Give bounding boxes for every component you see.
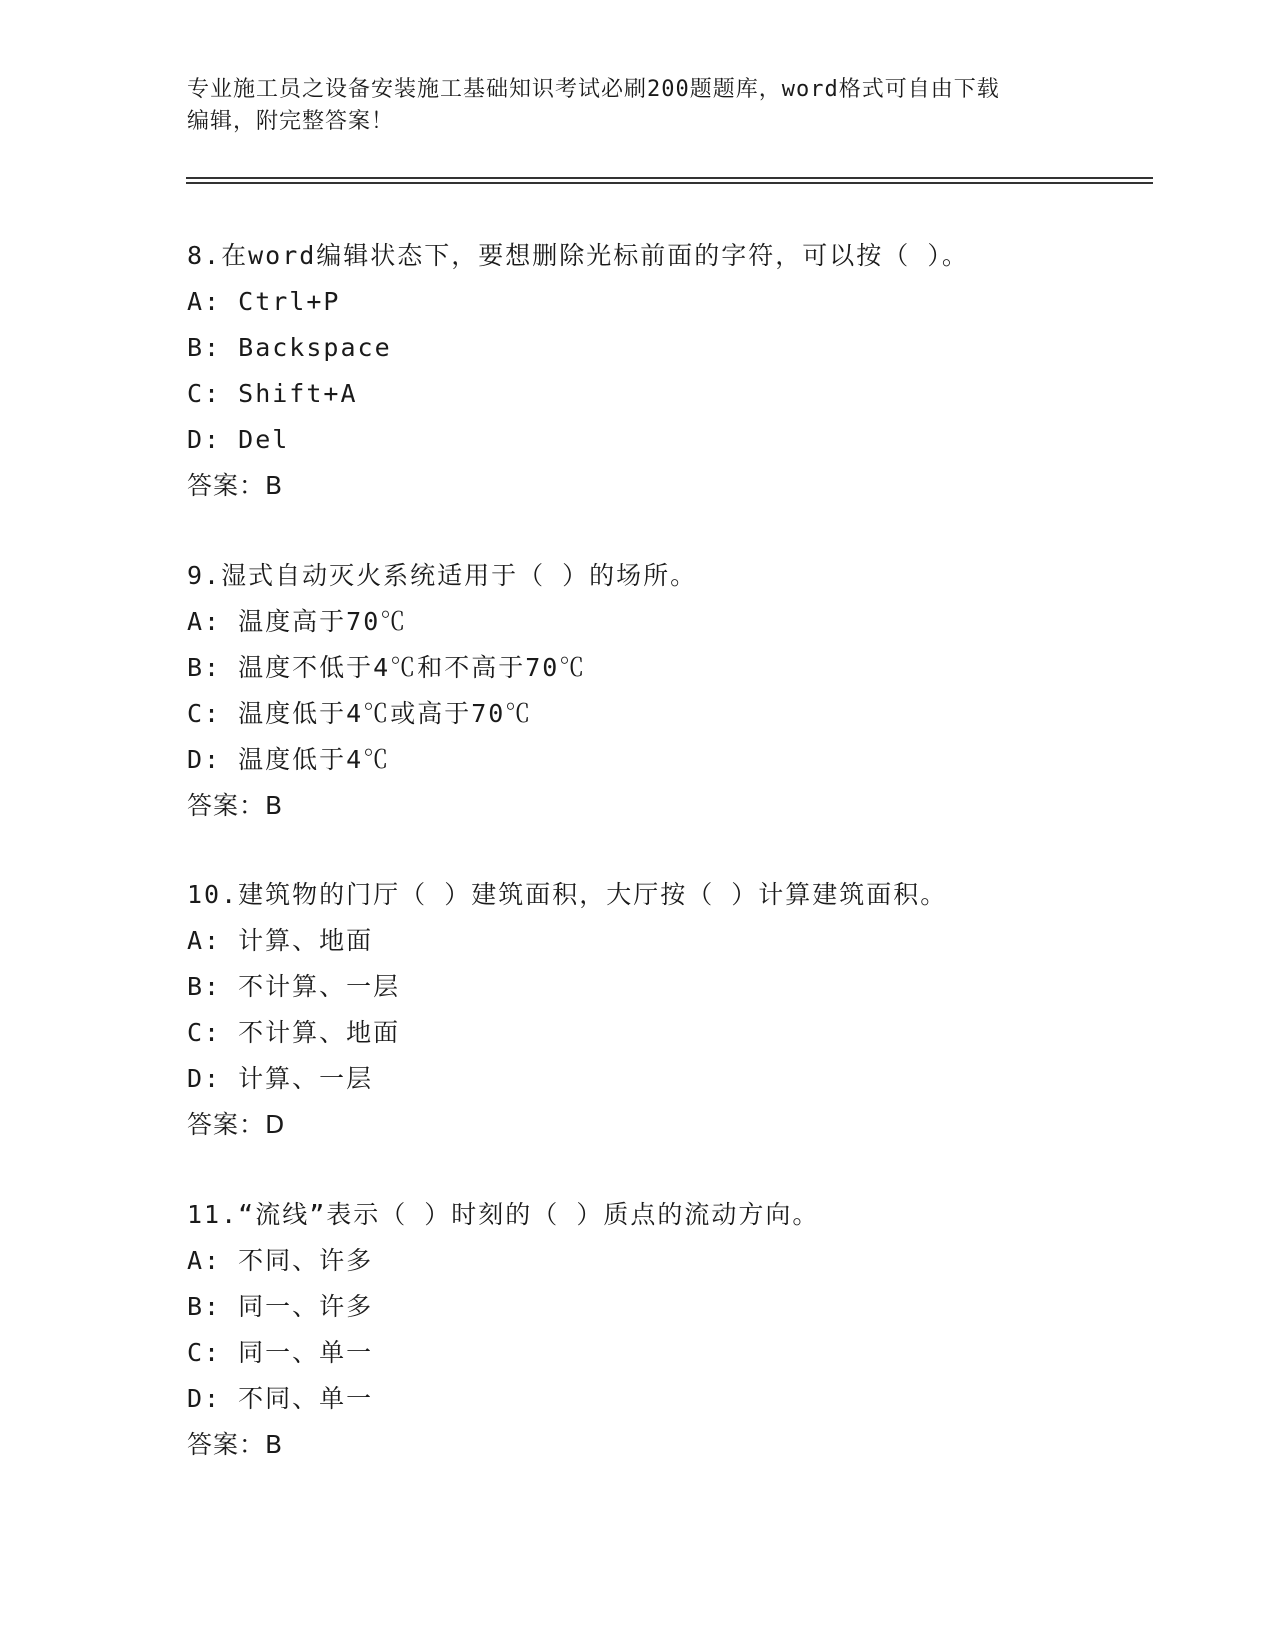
answer: 答案：B <box>187 1430 284 1459</box>
option-b: B: 不计算、一层 <box>187 972 401 1001</box>
option-b: B: 温度不低于4℃和不高于70℃ <box>187 653 587 682</box>
question-11 <box>187 1192 1147 1468</box>
header-line-2: 编辑，附完整答案！ <box>187 109 395 134</box>
option-d: D: 温度低于4℃ <box>187 745 391 774</box>
question-9 <box>187 553 1147 829</box>
option-b: B: Backspace <box>187 333 392 362</box>
option-a: A: Ctrl+P <box>187 287 341 316</box>
option-c: C: 同一、单一 <box>187 1338 374 1367</box>
header-divider-top <box>186 177 1153 179</box>
answer: 答案：B <box>187 791 284 820</box>
option-d: D: 计算、一层 <box>187 1064 374 1093</box>
option-d: D: Del <box>187 425 290 454</box>
question-title: 10.建筑物的门厅（ ）建筑面积，大厅按（ ）计算建筑面积。 <box>187 880 948 909</box>
option-c: C: 温度低于4℃或高于70℃ <box>187 699 533 728</box>
header-divider-bottom <box>186 182 1153 184</box>
answer: 答案：B <box>187 471 284 500</box>
question-title: 11.“流线”表示（ ）时刻的（ ）质点的流动方向。 <box>187 1200 820 1229</box>
option-d: D: 不同、单一 <box>187 1384 374 1413</box>
option-c: C: 不计算、地面 <box>187 1018 401 1047</box>
question-title: 9.湿式自动灭火系统适用于（ ）的场所。 <box>187 561 698 590</box>
option-a: A: 不同、许多 <box>187 1246 374 1275</box>
option-c: C: Shift+A <box>187 379 358 408</box>
question-title: 8.在word编辑状态下，要想删除光标前面的字符，可以按（ ）。 <box>187 241 969 270</box>
option-b: B: 同一、许多 <box>187 1292 374 1321</box>
document-header <box>187 74 1087 138</box>
option-a: A: 计算、地面 <box>187 926 374 955</box>
answer: 答案：D <box>187 1110 286 1139</box>
header-line-1: 专业施工员之设备安装施工基础知识考试必刷200题题库，word格式可自由下载 <box>187 77 1000 102</box>
option-a: A: 温度高于70℃ <box>187 607 408 636</box>
question-8 <box>187 233 1147 509</box>
question-10 <box>187 872 1147 1148</box>
